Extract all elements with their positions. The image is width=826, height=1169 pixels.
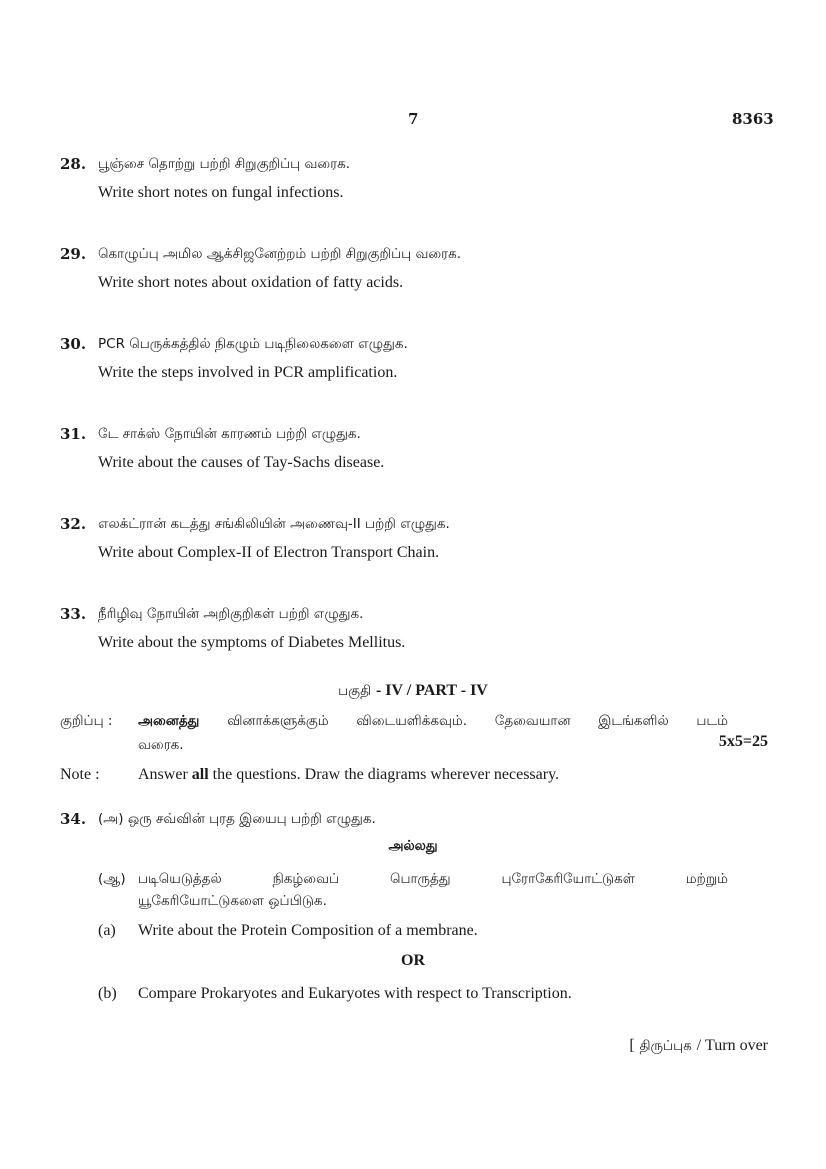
question-english: Write about the symptoms of Diabetes Mellitus. [98, 634, 406, 651]
part-heading-english: - IV / PART - IV [375, 682, 488, 699]
q34-tamil-b-line1: படியெடுத்தல் நிகழ்வைப் பொருத்து புரோகேரியோட்டுகள் மற்றும் [138, 871, 728, 887]
note-text-before: Answer [138, 766, 188, 783]
q34-tamil-b-label: (ஆ) [98, 871, 126, 887]
tamil-note-bold-word: அனைத்து [138, 713, 200, 729]
english-note-label: Note : [60, 766, 100, 783]
question-number: 33. [60, 605, 87, 623]
question-english: Write short notes about oxidation of fatty acids. [98, 274, 404, 291]
question-english: Write the steps involved in PCR amplification. [98, 364, 398, 381]
question-tamil: பூஞ்சை தொற்று பற்றி சிறுகுறிப்பு வரைக. [98, 156, 351, 172]
question-tamil: நீரிழிவு நோயின் அறிகுறிகள் பற்றி எழுதுக. [98, 606, 364, 622]
question-number: 34. [60, 810, 87, 828]
question-english: Write about the causes of Tay-Sachs disease. [98, 454, 385, 471]
turn-over-note [629, 1036, 768, 1056]
paper-code: 8363 [732, 110, 774, 128]
q34-eng-b-label: (b) [98, 985, 117, 1002]
q34-eng-a-label: (a) [98, 922, 116, 939]
tamil-note-line2: வரைக. [138, 737, 184, 753]
part-heading-tamil: பகுதி [338, 683, 372, 699]
tamil-note-rest: வினாக்களுக்கும் விடையளிக்கவும். தேவையான இடங்களில் படம் [227, 713, 729, 729]
tamil-note-label: குறிப்பு : [60, 713, 113, 729]
question-tamil: கொழுப்பு அமில ஆக்சிஜனேற்றம் பற்றி சிறுகுறிப்பு வரைக. [98, 246, 462, 262]
q34-eng-b-text: Compare Prokaryotes and Eukaryotes with respect to Transcription. [138, 985, 572, 1002]
q34-tamil-b-line2: யூகேரியோட்டுகளை ஒப்பிடுக. [138, 893, 327, 909]
footer-tamil: திருப்புக [639, 1038, 692, 1054]
q34-tamil-a [98, 811, 376, 829]
question-number: 30. [60, 335, 87, 353]
question-number: 29. [60, 245, 87, 263]
footer-bracket: [ [629, 1037, 635, 1054]
question-number: 31. [60, 425, 87, 443]
footer-english: / Turn over [696, 1037, 768, 1054]
tamil-note-line1 [138, 713, 728, 731]
page-number: 7 [408, 110, 419, 128]
question-tamil: PCR பெருக்கத்தில் நிகழும் படிநிலைகளை எழுதுக. [98, 336, 408, 352]
note-bold-word: all [191, 766, 209, 783]
question-tamil: டே சாக்ஸ் நோயின் காரணம் பற்றி எழுதுக. [98, 426, 361, 442]
tamil-or: அல்லது [388, 838, 438, 854]
q34-tamil-a-text: ஒரு சவ்வின் புரத இயைபு பற்றி எழுதுக. [127, 811, 376, 827]
question-number: 28. [60, 155, 87, 173]
question-english: Write about Complex-II of Electron Transport Chain. [98, 544, 440, 561]
english-or: OR [401, 952, 425, 969]
question-tamil: எலக்ட்ரான் கடத்து சங்கிலியின் அணைவு-II பற்றி எழுதுக. [98, 516, 450, 532]
question-english: Write short notes on fungal infections. [98, 184, 344, 201]
marks-allocation: 5x5=25 [718, 733, 768, 750]
english-note-text [138, 766, 559, 784]
note-text-after: the questions. Draw the diagrams wherever necessary. [212, 766, 560, 783]
question-number: 32. [60, 515, 87, 533]
q34-eng-a-text: Write about the Protein Composition of a membrane. [138, 922, 478, 939]
part-heading [0, 681, 826, 701]
q34-tamil-a-label: (அ) [98, 811, 124, 827]
